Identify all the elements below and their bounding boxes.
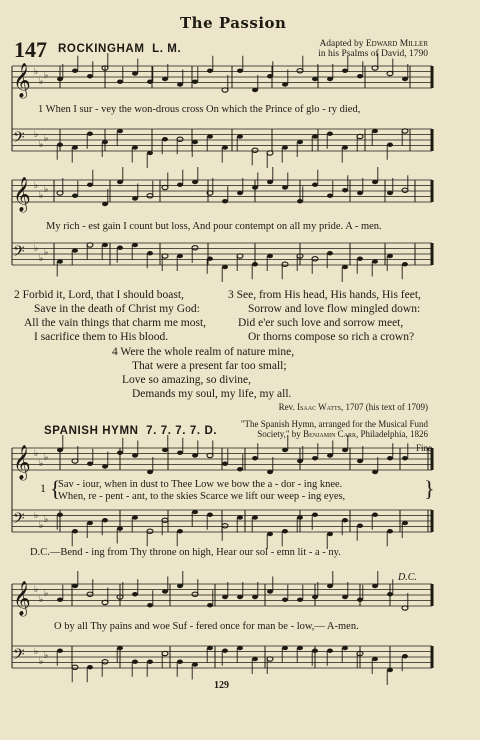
note-head xyxy=(132,71,138,75)
flat-icon: ♭ xyxy=(39,657,44,667)
note-head xyxy=(402,188,408,192)
note-head xyxy=(117,646,123,650)
flat-icon: ♭ xyxy=(44,453,49,463)
note-head xyxy=(297,646,303,650)
note-head xyxy=(312,183,318,187)
note-head xyxy=(267,254,273,258)
note-head xyxy=(327,584,333,588)
note-head xyxy=(297,140,303,144)
note-head xyxy=(57,649,63,653)
dc-mark: D.C. xyxy=(398,572,417,583)
page-number: 129 xyxy=(214,680,229,691)
note-head xyxy=(357,257,363,261)
note-head xyxy=(207,69,213,73)
note-head xyxy=(222,649,228,653)
note-head xyxy=(222,462,228,466)
arranger-place: Philadelphia, 1826 xyxy=(360,429,428,439)
note-head xyxy=(237,595,243,599)
note-head xyxy=(342,448,348,452)
stanza-line: 4 Were the whole realm of nature mine, xyxy=(112,346,295,358)
note-head xyxy=(87,592,93,596)
fine-mark: Fine xyxy=(416,443,433,453)
note-head xyxy=(102,140,108,144)
note-head xyxy=(387,456,393,460)
note-head xyxy=(72,145,78,149)
note-head xyxy=(177,82,183,86)
note-head xyxy=(132,243,138,247)
note-head xyxy=(147,660,153,664)
bass-clef-icon: 𝄢 xyxy=(13,510,25,531)
note-head xyxy=(207,453,213,457)
note-head xyxy=(162,137,168,141)
note-head xyxy=(387,529,393,533)
stanza-line: Sorrow and love flow mingled down: xyxy=(248,303,421,315)
flat-icon: ♭ xyxy=(44,71,49,81)
note-head xyxy=(372,180,378,184)
arranger-line: "The Spanish Hymn, arranged for the Musical Fund xyxy=(240,419,428,429)
note-head xyxy=(147,470,153,474)
note-head xyxy=(177,137,183,141)
flat-icon: ♭ xyxy=(34,449,39,459)
note-head xyxy=(132,145,138,149)
note-head xyxy=(372,470,378,474)
note-head xyxy=(102,202,108,206)
lyrics-line-b: When, re - pent - ant, to the skies Scarce we lift our weep - ing eyes, xyxy=(58,491,346,502)
dc-lyrics-line: D.C.—Bend - ing from Thy throne on high, Hear our sol - emn lit - a - ny. xyxy=(30,547,341,558)
note-head xyxy=(297,199,303,203)
flat-icon: ♭ xyxy=(44,248,49,258)
note-head xyxy=(267,74,273,78)
flat-icon: ♭ xyxy=(39,191,44,201)
flat-icon: ♭ xyxy=(39,595,44,605)
note-head xyxy=(342,518,348,522)
note-head xyxy=(357,74,363,78)
note-head xyxy=(87,74,93,78)
flat-icon: ♭ xyxy=(39,254,44,264)
note-head xyxy=(327,649,333,653)
note-head xyxy=(87,183,93,187)
note-head xyxy=(342,145,348,149)
note-head xyxy=(117,180,123,184)
note-head xyxy=(87,132,93,136)
note-head xyxy=(297,598,303,602)
lyrics-line-a: Sav - iour, when in dust to Thee Low we bow the a - dor - ing knee. xyxy=(58,479,343,490)
treble-clef-icon: 𝄞 xyxy=(13,63,31,98)
note-head xyxy=(312,456,318,460)
note-head xyxy=(312,595,318,599)
treble-clef-icon: 𝄞 xyxy=(13,177,31,212)
note-head xyxy=(402,262,408,266)
flat-icon: ♭ xyxy=(44,589,49,599)
flat-icon: ♭ xyxy=(34,647,39,657)
bass-clef-icon: 𝄢 xyxy=(13,129,25,150)
note-head xyxy=(102,518,108,522)
note-head xyxy=(72,459,78,463)
lyrics-line-c: O by all Thy pains and woe Suf - fered once for man be - low,— A-men. xyxy=(54,621,359,632)
note-head xyxy=(162,589,168,593)
stanza-line: 3 See, from His head, His hands, His feet, xyxy=(228,289,421,301)
note-head xyxy=(102,600,108,604)
attr-date: 1707 (his text of 1709) xyxy=(345,402,428,412)
note-head xyxy=(252,88,258,92)
note-head xyxy=(207,513,213,517)
note-head xyxy=(147,603,153,607)
note-head xyxy=(192,180,198,184)
flat-icon: ♭ xyxy=(34,67,39,77)
note-head xyxy=(252,456,258,460)
note-head xyxy=(387,71,393,75)
stanza-4 xyxy=(112,345,294,401)
note-head xyxy=(117,526,123,530)
note-head xyxy=(402,654,408,658)
flat-icon: ♭ xyxy=(39,521,44,531)
note-head xyxy=(402,606,408,610)
flat-icon: ♭ xyxy=(44,185,49,195)
note-head xyxy=(312,134,318,138)
note-head xyxy=(342,188,348,192)
verse-number: 1 xyxy=(40,481,46,495)
note-head xyxy=(162,448,168,452)
note-head xyxy=(117,129,123,133)
note-head xyxy=(87,243,93,247)
note-head xyxy=(177,529,183,533)
note-head xyxy=(402,77,408,81)
note-head xyxy=(147,80,153,84)
note-head xyxy=(192,510,198,514)
note-head xyxy=(162,651,168,655)
note-head xyxy=(357,134,363,138)
note-head xyxy=(252,185,258,189)
note-head xyxy=(282,82,288,86)
note-head xyxy=(402,456,408,460)
note-head xyxy=(237,134,243,138)
note-head xyxy=(297,69,303,73)
note-head xyxy=(117,80,123,84)
arranger-name: Benjamin Carr, xyxy=(303,429,359,439)
note-head xyxy=(372,657,378,661)
note-head xyxy=(87,665,93,669)
note-head xyxy=(177,451,183,455)
attr-name: Isaac Watts, xyxy=(297,402,344,412)
note-head xyxy=(372,584,378,588)
note-head xyxy=(357,191,363,195)
flat-icon: ♭ xyxy=(34,585,39,595)
note-head xyxy=(387,143,393,147)
note-head xyxy=(147,251,153,255)
note-head xyxy=(252,515,258,519)
note-head xyxy=(222,595,228,599)
note-head xyxy=(177,660,183,664)
brace-left: { xyxy=(50,476,61,501)
note-head xyxy=(162,518,168,522)
stanza-line: I sacrifice them to His blood. xyxy=(34,331,169,343)
note-head xyxy=(72,529,78,533)
stanza-line: Save in the death of Christ my God: xyxy=(34,303,200,315)
note-head xyxy=(177,183,183,187)
credit-name: Edward Miller xyxy=(365,39,428,49)
attr-prefix: Rev. xyxy=(278,402,295,412)
note-head xyxy=(237,646,243,650)
note-head xyxy=(267,657,273,661)
note-head xyxy=(252,262,258,266)
tune-name-2 xyxy=(44,425,217,437)
note-head xyxy=(147,151,153,155)
note-head xyxy=(207,257,213,261)
flat-icon: ♭ xyxy=(44,651,49,661)
flat-icon: ♭ xyxy=(39,77,44,87)
note-head xyxy=(222,524,228,528)
note-head xyxy=(297,515,303,519)
tune-meter: L. M. xyxy=(152,43,182,55)
treble-clef-icon: 𝄞 xyxy=(13,581,31,616)
note-head xyxy=(102,660,108,664)
note-head xyxy=(132,453,138,457)
text-attribution xyxy=(279,402,428,412)
note-head xyxy=(327,453,333,457)
note-head xyxy=(282,185,288,189)
note-head xyxy=(282,646,288,650)
brace-right: } xyxy=(424,476,435,501)
stanza-line: That were a present far too small; xyxy=(132,360,287,372)
note-head xyxy=(357,524,363,528)
note-head xyxy=(312,513,318,517)
flat-icon: ♭ xyxy=(34,130,39,140)
stanza-line: Love so amazing, so divine, xyxy=(122,374,252,386)
note-head xyxy=(222,265,228,269)
flat-icon: ♭ xyxy=(44,515,49,525)
note-head xyxy=(162,254,168,258)
note-head xyxy=(327,194,333,198)
note-head xyxy=(57,191,63,195)
note-head xyxy=(72,584,78,588)
note-head xyxy=(402,521,408,525)
note-head xyxy=(162,185,168,189)
flat-icon: ♭ xyxy=(34,511,39,521)
note-head xyxy=(282,262,288,266)
note-head xyxy=(57,143,63,147)
note-head xyxy=(387,592,393,596)
note-head xyxy=(117,246,123,250)
note-head xyxy=(102,464,108,468)
note-head xyxy=(237,515,243,519)
note-head xyxy=(72,69,78,73)
note-head xyxy=(57,448,63,452)
note-head xyxy=(267,532,273,536)
note-head xyxy=(372,259,378,263)
note-head xyxy=(372,129,378,133)
note-head xyxy=(357,459,363,463)
note-head xyxy=(282,145,288,149)
note-head xyxy=(282,529,288,533)
tune-meter-2: 7. 7. 7. 7. D. xyxy=(146,425,218,437)
note-head xyxy=(372,66,378,70)
stanza-line: Demands my soul, my life, my all. xyxy=(132,388,292,400)
note-head xyxy=(222,145,228,149)
note-head xyxy=(72,194,78,198)
note-head xyxy=(207,646,213,650)
flat-icon: ♭ xyxy=(39,140,44,150)
note-head xyxy=(147,194,153,198)
note-head xyxy=(87,521,93,525)
note-head xyxy=(237,254,243,258)
note-head xyxy=(282,598,288,602)
note-head xyxy=(192,80,198,84)
note-head xyxy=(237,69,243,73)
stanza-line: Did e'er such love and sorrow meet, xyxy=(238,317,404,329)
lyrics-line-1: 1 When I sur - vey the won-drous cross On which the Prince of glo - ry died, xyxy=(38,104,361,115)
note-head xyxy=(237,467,243,471)
note-head xyxy=(327,132,333,136)
note-head xyxy=(312,257,318,261)
note-head xyxy=(177,584,183,588)
note-head xyxy=(252,657,258,661)
flat-icon: ♭ xyxy=(44,134,49,144)
note-head xyxy=(267,470,273,474)
note-head xyxy=(57,513,63,517)
note-head xyxy=(132,196,138,200)
note-head xyxy=(132,515,138,519)
hymn-number: 147 xyxy=(14,37,47,62)
note-head xyxy=(207,603,213,607)
tune-title-2: SPANISH HYMN xyxy=(44,425,139,437)
note-head xyxy=(387,191,393,195)
flat-icon: ♭ xyxy=(34,181,39,191)
note-head xyxy=(267,180,273,184)
note-head xyxy=(192,246,198,250)
arranger-credit xyxy=(241,419,428,439)
note-head xyxy=(192,592,198,596)
note-head xyxy=(342,595,348,599)
note-head xyxy=(342,265,348,269)
note-head xyxy=(192,453,198,457)
note-head xyxy=(222,199,228,203)
note-head xyxy=(267,589,273,593)
note-head xyxy=(57,77,63,81)
note-head xyxy=(342,646,348,650)
note-head xyxy=(372,513,378,517)
note-head xyxy=(267,151,273,155)
credit-prefix: Adapted by xyxy=(319,39,364,49)
note-head xyxy=(297,459,303,463)
note-head xyxy=(147,529,153,533)
stanza-line: All the vain things that charm me most, xyxy=(24,317,207,329)
note-head xyxy=(87,462,93,466)
note-head xyxy=(387,668,393,672)
note-head xyxy=(387,254,393,258)
note-head xyxy=(132,660,138,664)
bass-clef-icon: 𝄢 xyxy=(13,646,25,667)
section-title: The Passion xyxy=(180,14,287,32)
note-head xyxy=(72,248,78,252)
note-head xyxy=(312,649,318,653)
note-head xyxy=(282,448,288,452)
note-head xyxy=(102,243,108,247)
note-head xyxy=(252,595,258,599)
note-head xyxy=(222,88,228,92)
note-head xyxy=(117,451,123,455)
stanza-2 xyxy=(14,288,206,344)
credit-source: in his Psalms of David, 1790 xyxy=(318,49,428,59)
note-head xyxy=(252,148,258,152)
note-head xyxy=(207,134,213,138)
note-head xyxy=(57,598,63,602)
flat-icon: ♭ xyxy=(34,244,39,254)
arranger-prefix: Society," by xyxy=(257,429,301,439)
lyrics-line-2: My rich - est gain I count but loss, And pour contempt on all my pride. A - men. xyxy=(46,221,382,232)
note-head xyxy=(57,259,63,263)
note-head xyxy=(402,129,408,133)
note-head xyxy=(327,77,333,81)
stanza-3 xyxy=(228,288,421,344)
flat-icon: ♭ xyxy=(39,459,44,469)
tune-title: ROCKINGHAM xyxy=(58,43,145,55)
note-head xyxy=(192,662,198,666)
note-head xyxy=(162,77,168,81)
bass-clef-icon: 𝄢 xyxy=(13,243,25,264)
note-head xyxy=(342,69,348,73)
note-head xyxy=(312,77,318,81)
note-head xyxy=(132,592,138,596)
note-head xyxy=(192,140,198,144)
note-head xyxy=(357,598,363,602)
note-head xyxy=(327,251,333,255)
stanza-line: Or thorns compose so rich a crown? xyxy=(248,331,415,343)
note-head xyxy=(72,665,78,669)
note-head xyxy=(327,532,333,536)
stanza-line: 2 Forbid it, Lord, that I should boast, xyxy=(14,289,184,301)
note-head xyxy=(237,191,243,195)
note-head xyxy=(177,254,183,258)
treble-clef-icon: 𝄞 xyxy=(13,445,31,480)
